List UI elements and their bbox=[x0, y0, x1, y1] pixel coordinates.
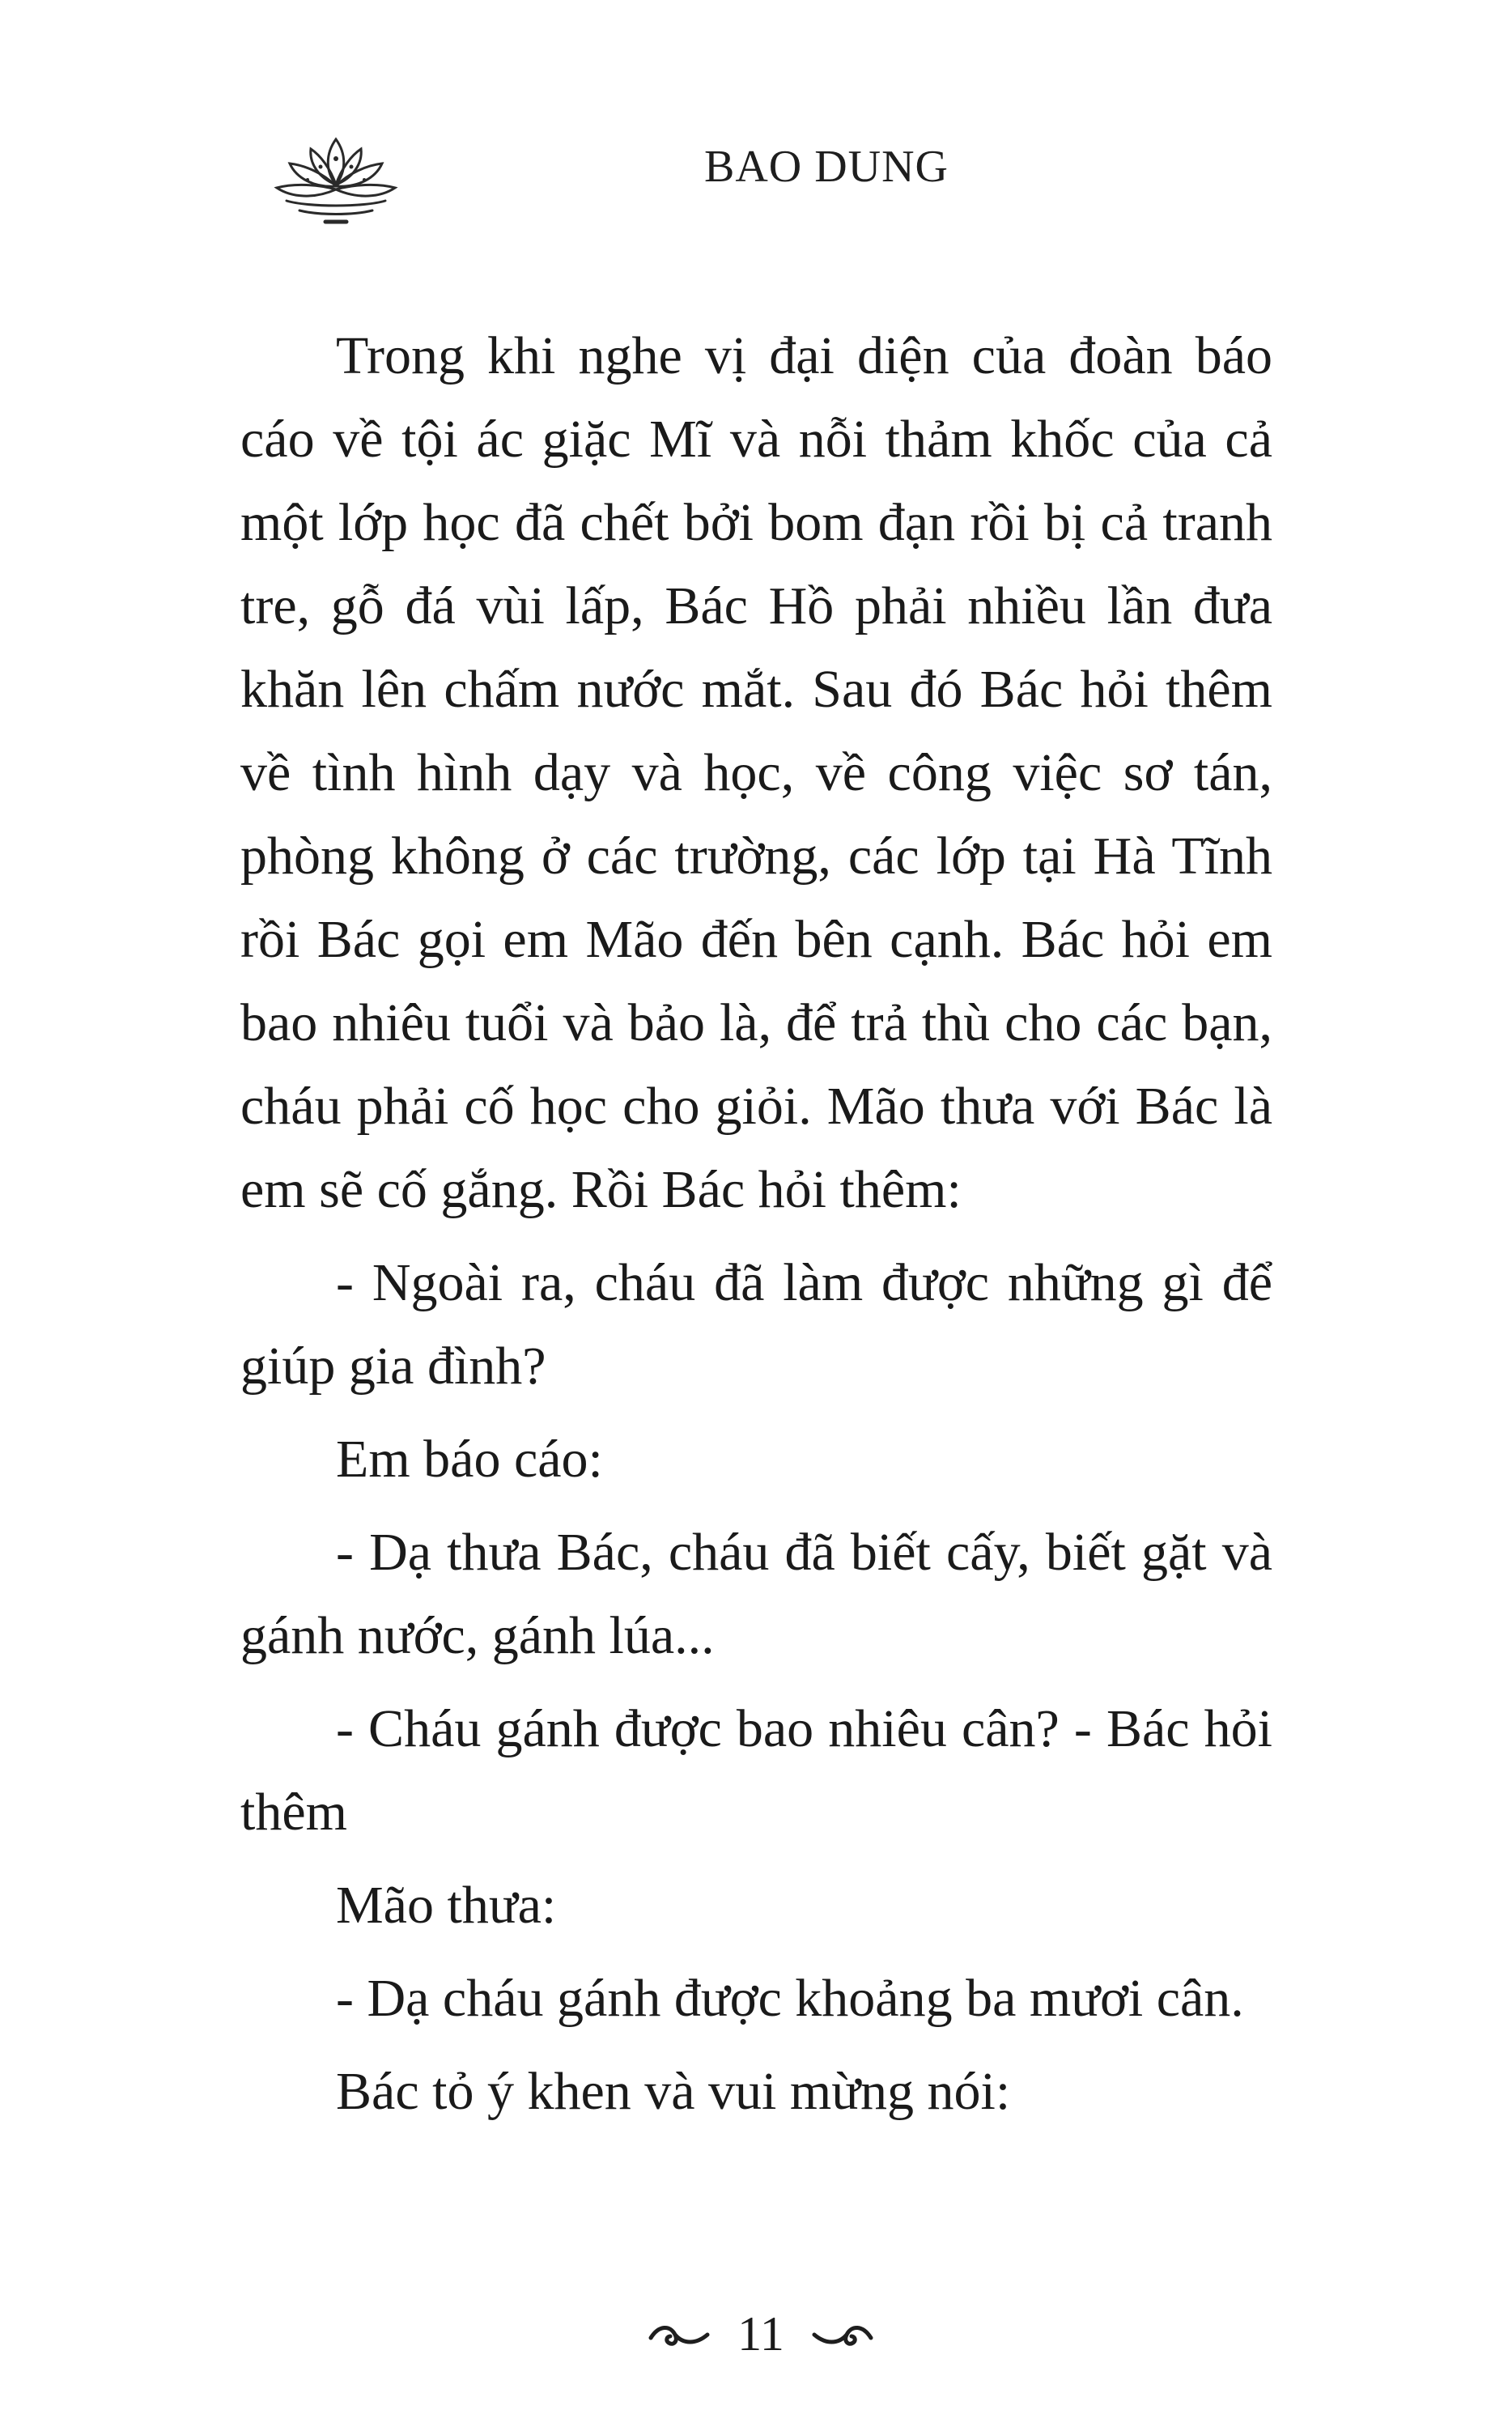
body-text bbox=[240, 314, 1272, 2133]
paragraph: Em báo cáo: bbox=[336, 1430, 603, 1489]
paragraph: Mão thưa: bbox=[336, 1876, 557, 1935]
running-title: BAO DUNG bbox=[704, 142, 949, 192]
scroll-ornament-right-icon bbox=[809, 2314, 874, 2354]
page-header bbox=[267, 121, 1319, 219]
paragraph: Trong khi nghe vị đại diện của đoàn báo cáo về tội ác giặc Mĩ và nỗi thảm khốc của cả một lớp học đã chết bởi bom đạn rồi bị cả tranh tre, gỗ đá vùi lấp, Bác Hồ phải nhiều lần đưa khăn lên chấm nước mắt. Sau đó Bác hỏi thêm về tình hình dạy và học, về công việc sơ tán, phòng không ở các trường, các lớp tại Hà Tĩnh rồi Bác gọi em Mão đến bên cạnh. Bác hỏi em bao nhiêu tuổi và bảo là, để trả thù cho các bạn, cháu phải cố học cho giỏi. Mão thưa với Bác là em sẽ cố gắng. Rồi Bác hỏi thêm: bbox=[240, 326, 1272, 1219]
paragraph: - Dạ thưa Bác, cháu đã biết cấy, biết gặt và gánh nước, gánh lúa... bbox=[240, 1523, 1272, 1665]
page-number: 11 bbox=[737, 2307, 784, 2361]
page-footer bbox=[648, 2307, 874, 2364]
lotus-icon bbox=[267, 121, 405, 235]
paragraph: Bác tỏ ý khen và vui mừng nói: bbox=[336, 2062, 1011, 2121]
paragraph: - Dạ cháu gánh được khoảng ba mươi cân. bbox=[336, 1969, 1244, 2028]
scroll-ornament-left-icon bbox=[648, 2314, 712, 2354]
paragraph: - Cháu gánh được bao nhiêu cân? - Bác hỏi thêm bbox=[240, 1699, 1272, 1842]
paragraph: - Ngoài ra, cháu đã làm được những gì để giúp gia đình? bbox=[240, 1253, 1272, 1396]
